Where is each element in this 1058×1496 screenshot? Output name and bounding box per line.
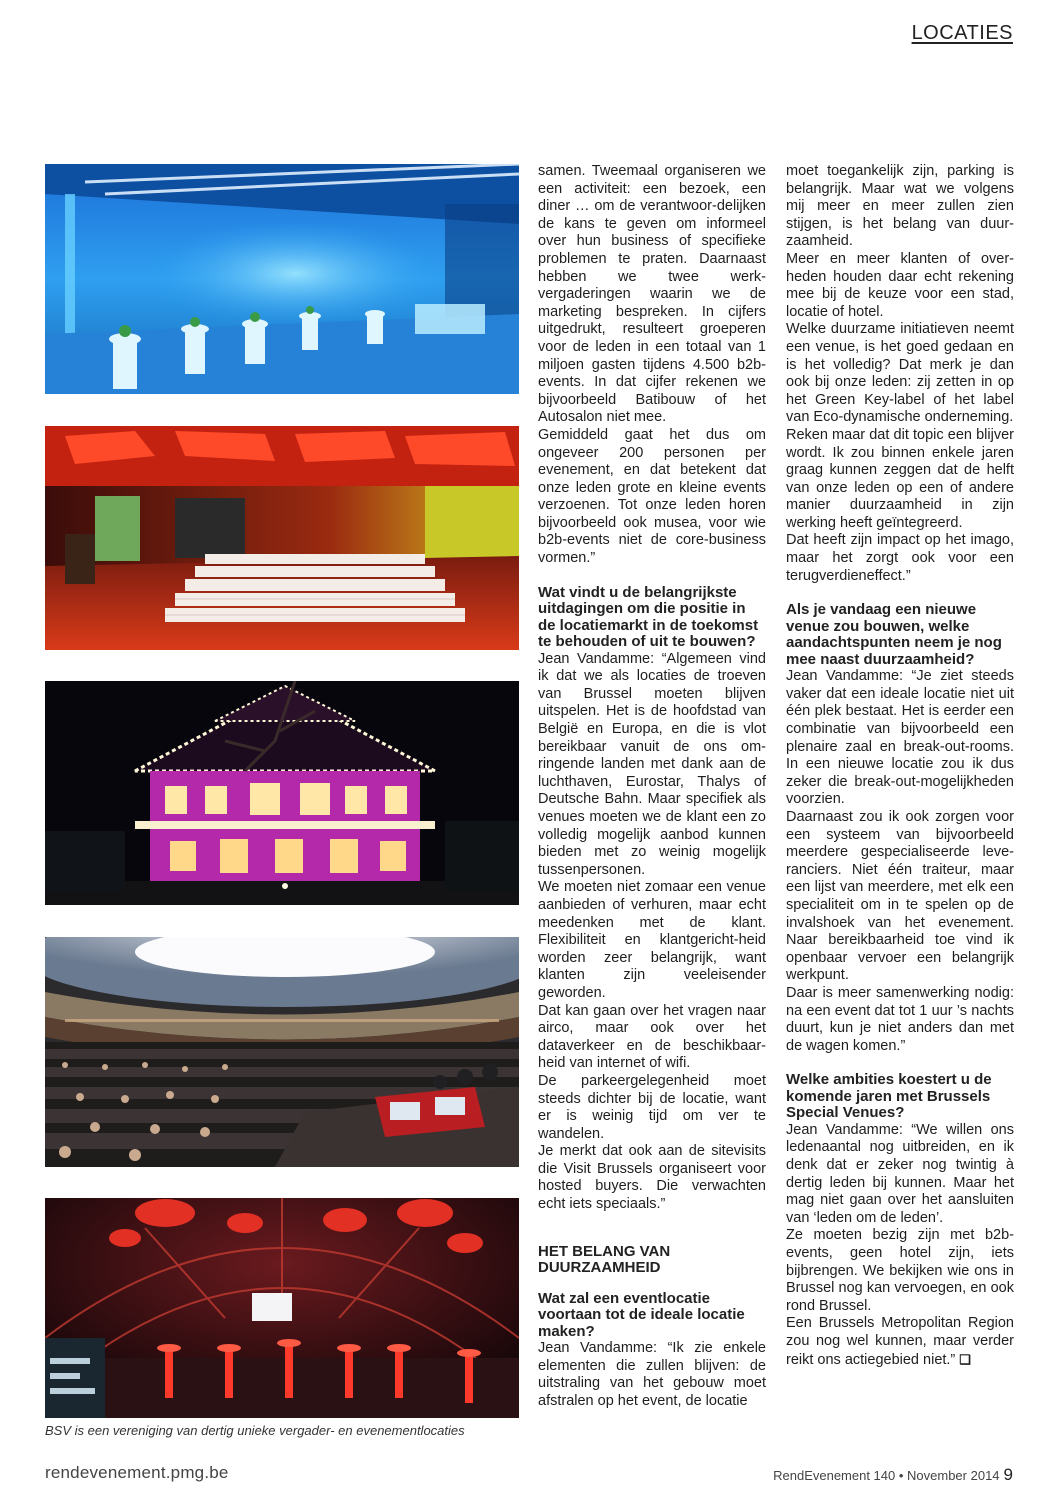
paragraph: Reken maar dat dit topic een blijver wordt. Ik zou binnen enkele jaren graag kunnen zeggen dat de helft van onze leden op een of andere manier duurzaamheid in zijn werking heeft geïntegreerd. (786, 426, 1014, 531)
paragraph (786, 1315, 1014, 1369)
theatre-conference-audience-photo (45, 937, 519, 1167)
paragraph: samen. Tweemaal organiseren we een activiteit: een bezoek, een diner … om de verantwoor-delijken de kans te geven om informeel over hun business of specifieke problemen te praten. Daarnaast hebben we twee werk-vergaderingen waarin we de marketing bespreken. In cijfers uitgedrukt, resulteert groeperen voor de leden in een totaal van 1 miljoen gasten tijdens 4.500 b2b-events. In dat cijfer rekenen we bijvoorbeeld Batibouw of het Autosalon niet mee. (538, 163, 766, 426)
question-heading: Wat vindt u de belangrijkste uitdagingen om die positie in de locatiemarkt in de toekomst te behouden of uit te bouwen? (538, 583, 759, 651)
article-column-middle (538, 163, 766, 1411)
question-heading: Als je vandaag een nieuwe venue zou bouwen, welke aandachtspunten neem je nog mee naast duurzaamheid? (786, 601, 1002, 668)
footer-issue (773, 1465, 1013, 1485)
paragraph: Gemiddeld gaat het dus om ongeveer 200 personen per evenement, en dat betekent dat onze leden grote en kleine events verzoenen. Tot onze leden horen bijvoorbeeld ook musea, voor wie b2b-events niet de core-business vormen.” (538, 426, 766, 567)
photo-caption: BSV is een vereniging van dertig unieke vergader- en evenementlocaties (45, 1423, 465, 1438)
paragraph: Meer en meer klanten of over-heden houden daar echt rekening mee bij de keuze voor een stad, locatie of hotel. (786, 250, 1014, 320)
paragraph: Je merkt dat ook aan de sitevisits die Visit Brussels organiseert voor hosted buyers. Die verwachten echt iets speciaals.” (538, 1143, 766, 1213)
paragraph: Jean Vandamme: “Algemeen vind ik dat we als locaties de troeven van Brussel moeten blijven uitspelen. Het is de hoofdstad van België en Europa, en die is vlot bereikbaar vanuit de ons om-ringende landen met dank aan de luchthaven, Eurostar, Thalys of Deutsche Bahn. Maar specifiek als venues moeten we de klant een zo volledig mogelijk aanbod kunnen bieden met zo weinig mogelijk tussenpersonen. (538, 650, 766, 878)
paragraph: Ze moeten bezig zijn met b2b-events, geen hotel zijn, iets bijbrengen. We bekijken wie ons in Brussel nog kan vervoegen, en ook rond Brussel. (786, 1227, 1014, 1314)
illuminated-chalet-night-photo (45, 681, 519, 905)
issue-info: RendEvenement 140 • November 2014 (773, 1468, 1000, 1483)
paragraph: Jean Vandamme: “Je ziet steeds vaker dat een ideale locatie niet uit één plek bestaat. Het is eerder een combinatie van bijvoorbeeld een plenaire zaal en break-out-rooms. In een nieuwe locatie zou ik dus zeker die break-out-mogelijkheden voorzien. (786, 668, 1014, 808)
red-ceiling-auditorium-photo (45, 426, 519, 650)
page-number: 9 (1003, 1465, 1013, 1484)
paragraph: We moeten niet zomaar een venue aanbieden of verhuren, maar echt meedenken met de klant. Flexibiliteit en klantgericht-heid worden zeer belangrijk, want klanten zijn veeleisender geworden. (538, 879, 766, 1001)
paragraph: Jean Vandamme: “Ik zie enkele elementen die zullen blijven: de uitstraling van het gebouw moet afstralen op het event, de locatie (538, 1340, 766, 1409)
paragraph-text: Een Brussels Metropolitan Region zou nog wel kunnen, maar verder reikt ons actiegebied niet.” (786, 1315, 1014, 1368)
dome-event-hall-red-lights-photo (45, 1198, 519, 1418)
paragraph: moet toegankelijk zijn, parking is belangrijk. Maar wat we volgens mij meer en meer zullen zien stijgen, is het belang van duur-zaamheid. (786, 163, 1014, 250)
paragraph: Daarnaast zou ik ook zorgen voor een systeem van bijvoorbeeld meerdere gespecialiseerde leve-ranciers. Niet één traiteur, maar een lijst van meerdere, met elk een specialiteit om in te spelen op de invalshoek van het evenement. Naar bereikbaarheid toe vind ik openbaar vervoer een belangrijk werkpunt. (786, 809, 1014, 984)
paragraph: Dat heeft zijn impact op het imago, maar het zorgt ook voor een terugverdieneffect.” (786, 532, 1014, 584)
section-label: LOCATIES (911, 22, 1013, 44)
footer-website: rendevenement.pmg.be (45, 1463, 229, 1482)
question-heading: Wat zal een eventlocatie voortaan tot de ideale locatie maken? (538, 1289, 745, 1340)
paragraph: Daar is meer samenwerking nodig: na een event dat tot 1 uur ’s nachts duurt, kun je niet anders dan met de wagen komen.” (786, 984, 1014, 1054)
end-mark-icon: ❑ (959, 1351, 971, 1367)
paragraph: Welke duurzame initiatieven neemt een venue, is het goed gedaan en is het volledig? Dat merk je dan ook bij onze leden: zij zetten in op het Green Key-label of het label van Eco-dynamische onderneming. (786, 321, 1014, 426)
paragraph: Jean Vandamme: “We willen ons ledenaantal nog uitbreiden, en ik denk dat er zeker nog twintig à dertig leden bij kunnen. Maar het mag niet gaan over het aansluiten van ‘leden om de leden’. (786, 1121, 1014, 1226)
section-heading: HET BELANG VAN DUURZAAMHEID (538, 1242, 671, 1277)
article-column-right (786, 163, 1014, 1369)
paragraph: De parkeergelegenheid moet steeds dichter bij de locatie, want er is weinig tijd om ver te wandelen. (538, 1072, 766, 1142)
question-heading: Welke ambities koestert u de komende jaren met Brussels Special Venues? (786, 1071, 992, 1122)
paragraph: Dat kan gaan over het vragen naar airco, maar ook over het dataverkeer en de beschikbaar-heid van internet of wifi. (538, 1002, 766, 1072)
blue-lit-meeting-hall-photo (45, 164, 519, 394)
